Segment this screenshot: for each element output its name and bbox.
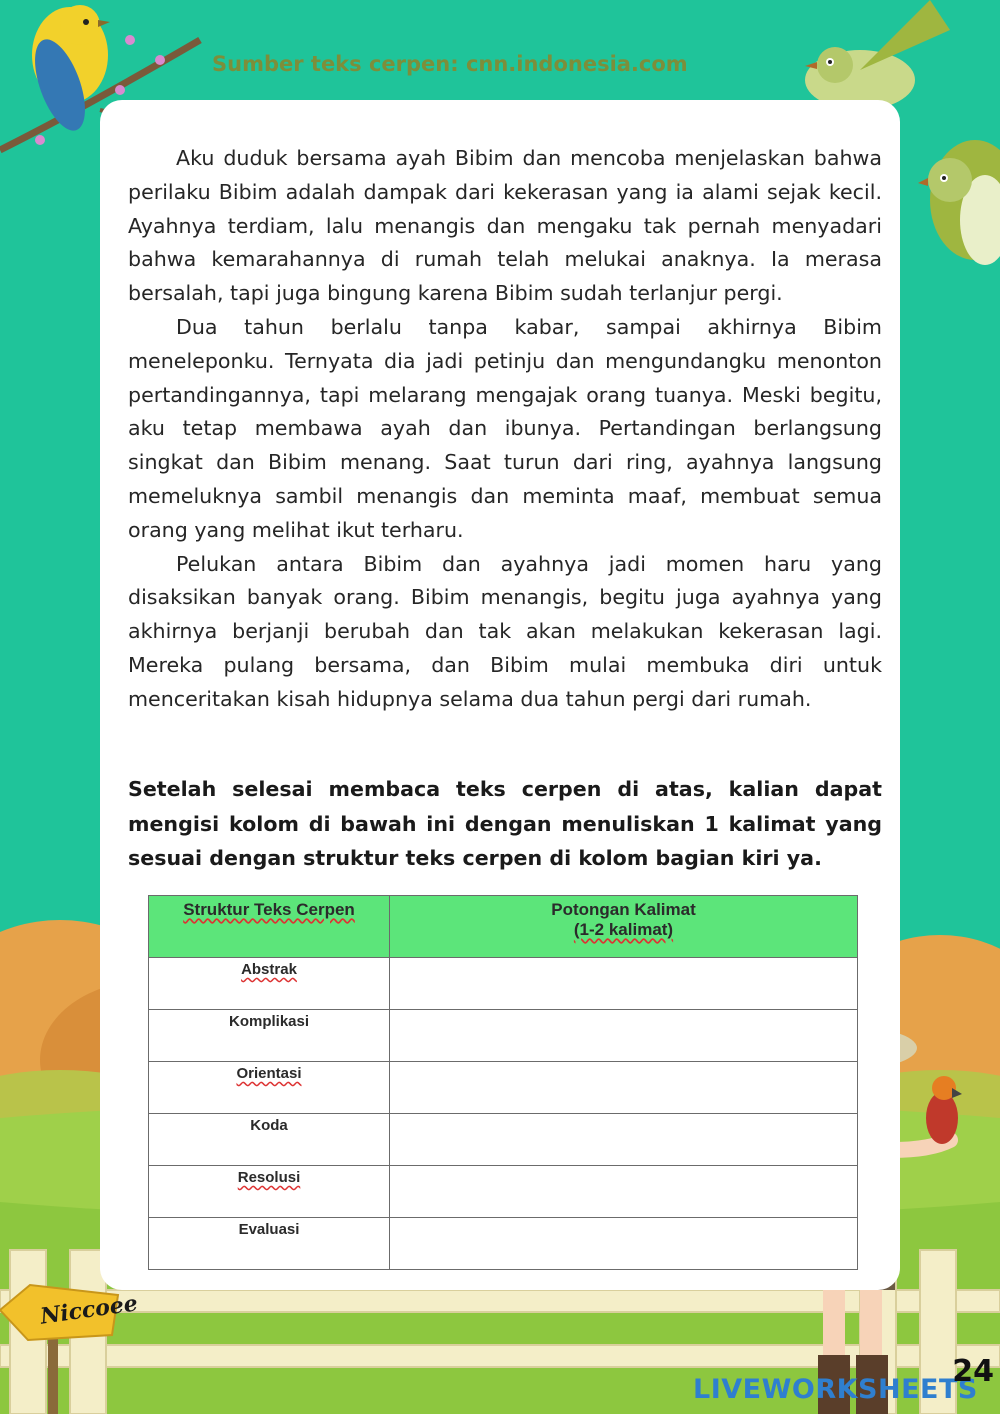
table-row	[149, 1218, 858, 1270]
header-potongan-sub: (1-2 kalimat)	[573, 920, 674, 939]
story-paragraph: Dua tahun berlalu tanpa kabar, sampai akhirnya Bibim meneleponku. Ternyata dia jadi petinju dan mengundangku menonton pertandingannya, tapi melarang mengajak orang tuanya. Meski begitu, aku tetap membawa ayah dan ibunya. Pertandingan berlangsung singkat dan Bibim menang. Saat turun dari ring, ayahnya langsung memeluknya sambil menangis dan meminta maaf, membuat semua orang yang melihat ikut terharu.	[128, 314, 882, 542]
table-row	[149, 1166, 858, 1218]
row-label	[149, 1010, 390, 1062]
answer-cell-orientasi[interactable]	[390, 1062, 858, 1114]
row-label	[149, 1114, 390, 1166]
story-paragraph: Aku duduk bersama ayah Bibim dan mencoba menjelaskan bahwa perilaku Bibim adalah dampak dari kekerasan yang ia alami sejak kecil. Ayahnya terdiam, lalu menangis dan mengaku tak pernah menyadari bahwa kemarahannya di rumah telah melukai anaknya. Ia merasa bersalah, tapi juga bingung karena Bibim sudah terlanjur pergi.	[128, 146, 882, 306]
answer-cell-evaluasi[interactable]	[390, 1218, 858, 1270]
table-row	[149, 1010, 858, 1062]
signpost-text: Niccoee	[38, 1290, 140, 1330]
table-row	[149, 1114, 858, 1166]
page-number: 24	[952, 1354, 994, 1389]
table-row	[149, 1062, 858, 1114]
table-row	[149, 958, 858, 1010]
row-label-text: Orientasi	[236, 1065, 302, 1082]
row-label	[149, 958, 390, 1010]
header-potongan-label: Potongan Kalimat	[551, 900, 696, 919]
story-paragraph: Pelukan antara Bibim dan ayahnya jadi momen haru yang disaksikan banyak orang. Bibim menangis, begitu juga ayahnya yang akhirnya berjanji berubah dan tak akan melakukan kekerasan lagi. Mereka pulang bersama, dan Bibim mulai membuka diri untuk menceritakan kisah hidupnya selama dua tahun pergi dari rumah.	[128, 551, 882, 711]
row-label	[149, 1218, 390, 1270]
table-header-row	[149, 896, 858, 958]
instruction-text: Setelah selesai membaca teks cerpen di atas, kalian dapat mengisi kolom di bawah ini dengan menuliskan 1 kalimat yang sesuai dengan struktur teks cerpen di kolom bagian kiri ya.	[128, 777, 882, 870]
answer-cell-abstrak[interactable]	[390, 958, 858, 1010]
header-struktur	[149, 896, 390, 958]
answer-cell-komplikasi[interactable]	[390, 1010, 858, 1062]
green-bird-flying	[805, 0, 950, 110]
source-credit: Sumber teks cerpen: cnn.indonesia.com	[212, 52, 688, 76]
liveworksheets-logo: LIVEWORKSHEETS	[693, 1374, 978, 1405]
answer-cell-koda[interactable]	[390, 1114, 858, 1166]
row-label	[149, 1062, 390, 1114]
row-label-text: Koda	[250, 1117, 288, 1134]
row-label-text: Evaluasi	[238, 1221, 300, 1238]
row-label	[149, 1166, 390, 1218]
row-label-text: Resolusi	[237, 1169, 301, 1186]
answer-cell-resolusi[interactable]	[390, 1166, 858, 1218]
header-potongan	[390, 896, 858, 958]
header-struktur-label: Struktur Teks Cerpen	[183, 900, 355, 919]
row-label-text: Abstrak	[241, 961, 297, 978]
row-label-text: Komplikasi	[228, 1013, 310, 1030]
structure-table	[148, 895, 858, 1270]
story-text	[128, 142, 882, 717]
green-bird-perched	[918, 140, 1000, 265]
